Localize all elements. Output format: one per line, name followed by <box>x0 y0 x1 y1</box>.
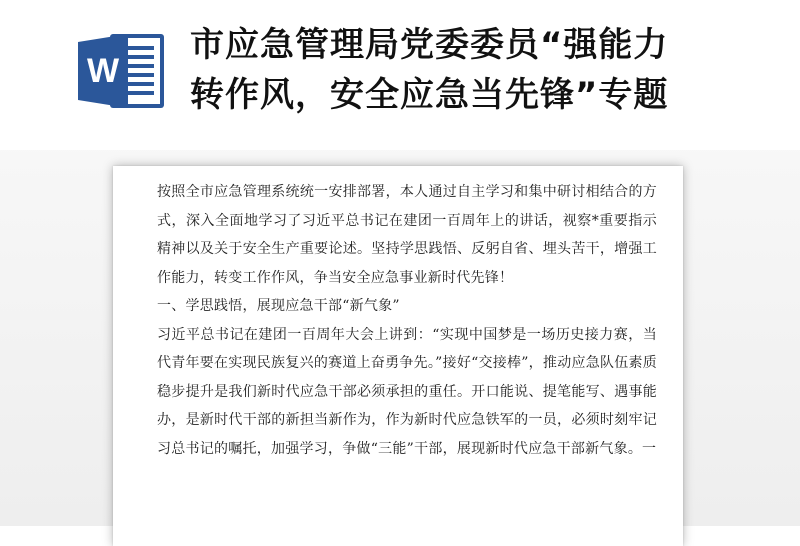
word-icon-letter: W <box>86 52 120 90</box>
title-line-2: 转作风，安全应急当先锋”专题 <box>190 75 669 115</box>
header <box>0 0 800 150</box>
paragraph-section-1: 习近平总书记在建团一百周年大会上讲到：“实现中国梦是一场历史接力赛，当代青年要在实现民族复兴的赛道上奋勇争先。”接好“交接棒”，推动应急队伍素质稳步提升是我们新时代应急干部必须承担的重任。开口能说、提笔能写、遇事能办，是新时代干部的新担当新作为，作为新时代应急铁军的一员，必须时刻牢记习总书记的嘱托，加强学习，争做“三能”干部，展现新时代应急干部新气象。一 <box>157 326 657 457</box>
section-heading: 一、学思践悟，展现应急干部“新气象” <box>157 298 400 314</box>
paragraph-intro: 按照全市应急管理系统统一安排部署，本人通过自主学习和集中研讨相结合的方式，深入全面地学习了习近平总书记在建团一百周年上的讲话，视察*重要指示精神以及关于安全生产重要论述。坚持学思践悟、反躬自省、埋头苦干，增强工作能力，转变工作作风，争当安全应急事业新时代先锋！ <box>157 184 657 286</box>
title-line-1: 市应急管理局党委委员“强能力 <box>190 25 669 65</box>
document-title <box>190 20 790 120</box>
document-page <box>113 166 683 546</box>
word-document-icon <box>76 30 168 112</box>
document-body <box>157 178 657 463</box>
